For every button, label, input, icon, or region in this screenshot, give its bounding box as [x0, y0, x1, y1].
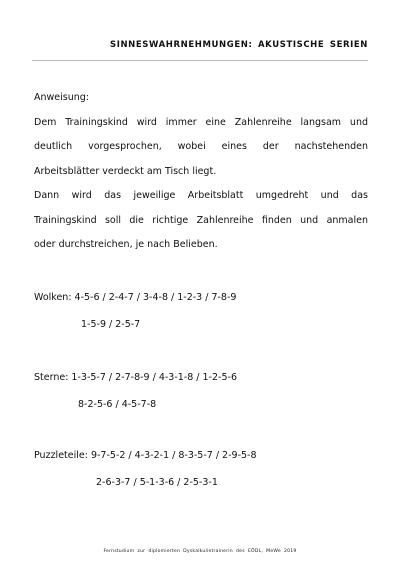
instruction-line: Dem Trainingskind wird immer eine Zahlenreihe langsam und [34, 116, 368, 128]
instruction-block [34, 86, 368, 258]
series-puzzleteile-line1: Puzzleteile: 9-7-5-2 / 4-3-2-1 / 8-3-5-7 / 2-9-5-8 [34, 450, 257, 461]
instruction-line: oder durchstreichen, je nach Belieben. [34, 239, 218, 250]
instruction-line: Arbeitsblätter verdeckt am Tisch liegt. [34, 165, 217, 177]
series-puzzleteile [34, 442, 257, 496]
series-wolken [34, 284, 236, 338]
instruction-line: Trainingskind soll die richtige Zahlenreihe finden und anmalen [34, 214, 368, 226]
page-footer: Fernstudium zur diplomierten Dyskalkulietrainerin des EÖDL, MeWe 2019 [103, 549, 297, 554]
series-wolken-line2: 1-5-9 / 2-5-7 [81, 319, 141, 330]
page-header: SINNESWAHRNEHMUNGEN: AKUSTISCHE SERIEN [109, 40, 368, 50]
series-sterne-line2: 8-2-5-6 / 4-5-7-8 [78, 399, 157, 410]
series-sterne-line1: Sterne: 1-3-5-7 / 2-7-8-9 / 4-3-1-8 / 1-2-5-6 [34, 372, 237, 383]
header-divider [32, 60, 368, 61]
series-sterne [34, 364, 237, 418]
series-puzzleteile-line2: 2-6-3-7 / 5-1-3-6 / 2-5-3-1 [96, 477, 218, 488]
series-wolken-line1: Wolken: 4-5-6 / 2-4-7 / 3-4-8 / 1-2-3 / 7-8-9 [34, 292, 237, 303]
instruction-heading: Anweisung: [34, 92, 89, 103]
instruction-line: Dann wird das jeweilige Arbeitsblatt umgedreht und das [34, 190, 368, 201]
instruction-line: deutlich vorgesprochen, wobei eines der nachstehenden [34, 141, 368, 152]
